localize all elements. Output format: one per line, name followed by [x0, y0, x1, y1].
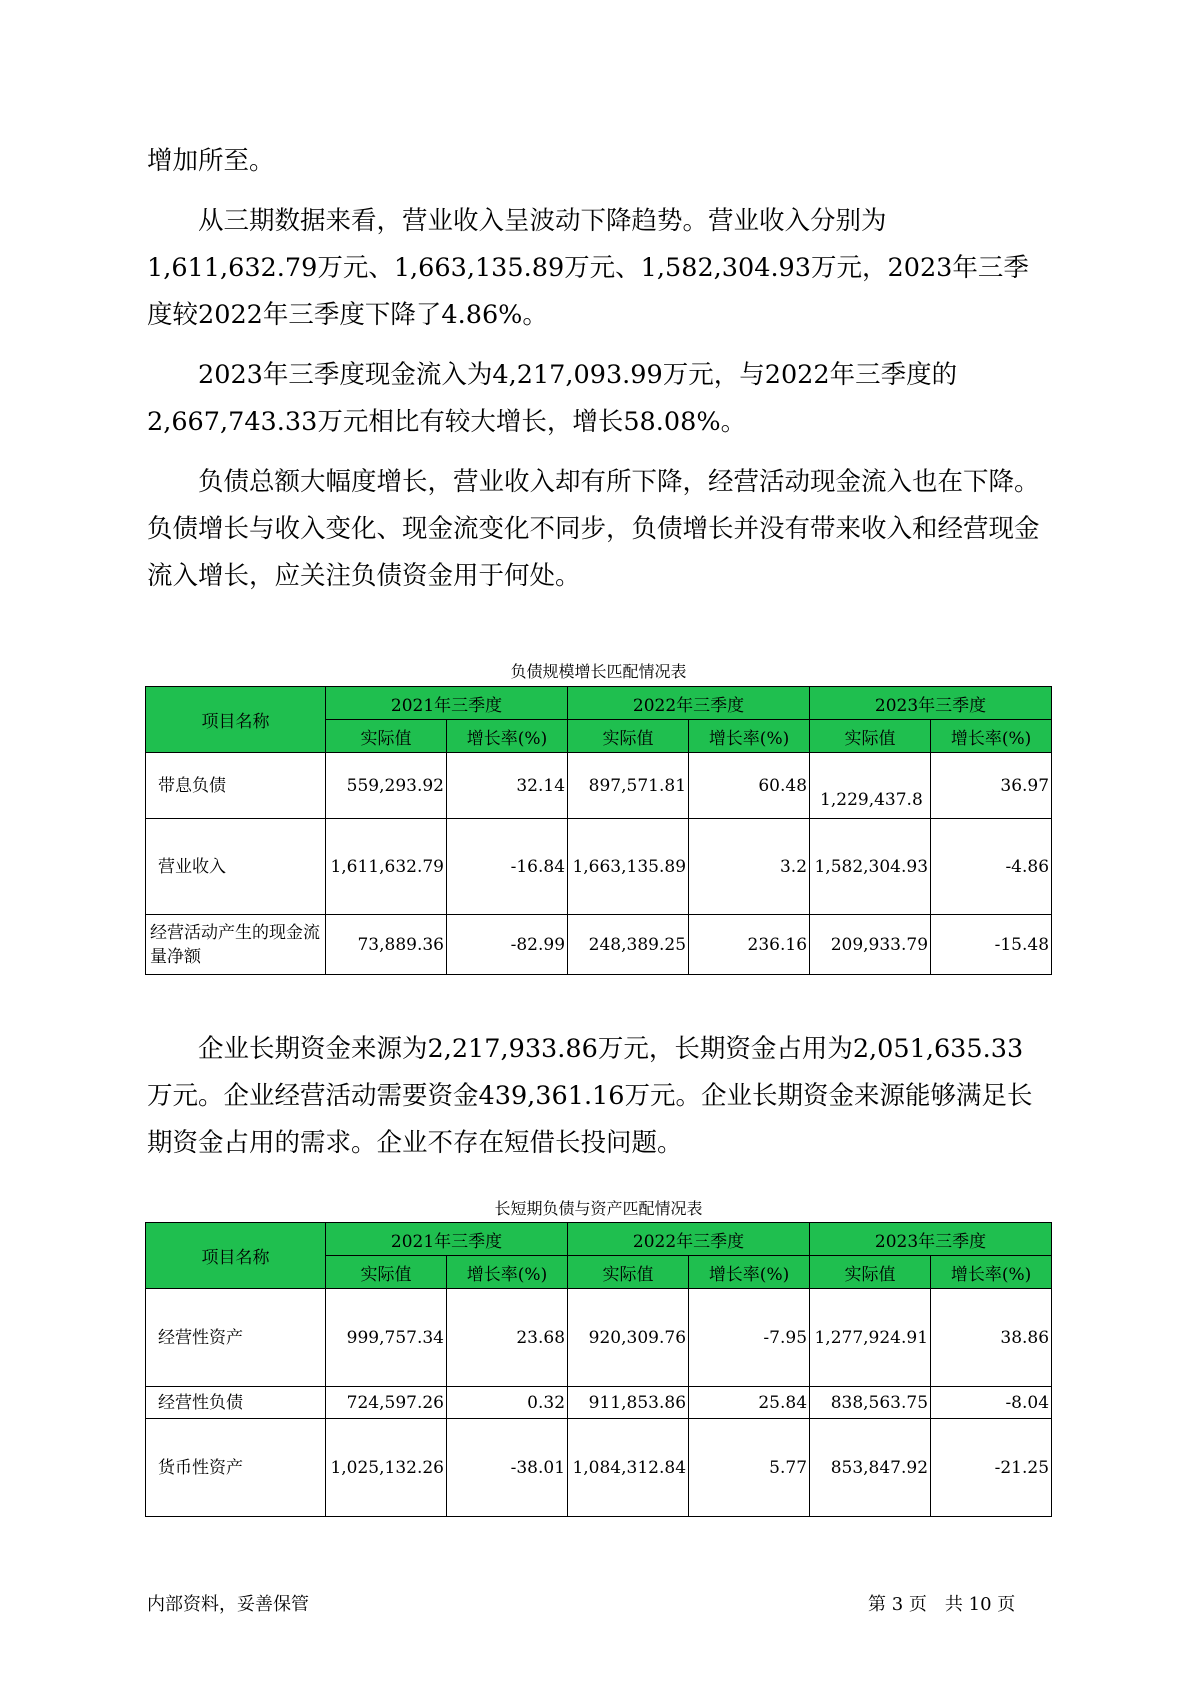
cell-value: 1,025,132.26 [326, 1419, 447, 1517]
row-name: 营业收入 [146, 819, 326, 915]
asset-liability-match-table [145, 1222, 1052, 1517]
cell-value: 25.84 [689, 1387, 810, 1419]
row-name: 带息负债 [146, 753, 326, 819]
cell-value: -8.04 [931, 1387, 1052, 1419]
header-growth: 增长率(%) [689, 720, 810, 753]
cell-value: 209,933.79 [810, 915, 931, 975]
header-actual: 实际值 [326, 1256, 447, 1289]
cell-value: 853,847.92 [810, 1419, 931, 1517]
header-period: 2021年三季度 [326, 1223, 568, 1256]
cell-value: 559,293.92 [326, 753, 447, 819]
paragraph-0: 增加所至。 [147, 146, 275, 176]
header-item-name: 项目名称 [146, 1223, 326, 1289]
row-name: 经营活动产生的现金流量净额 [146, 915, 326, 975]
cell-value: 1,229,437.8 [810, 753, 931, 819]
cell-value: -82.99 [447, 915, 568, 975]
cell-value: -15.48 [931, 915, 1052, 975]
header-item-name: 项目名称 [146, 687, 326, 753]
cell-value: 999,757.34 [326, 1289, 447, 1387]
table1-caption: 负债规模增长匹配情况表 [510, 662, 687, 681]
header-growth: 增长率(%) [689, 1256, 810, 1289]
debt-growth-table [145, 686, 1052, 975]
cell-value: 724,597.26 [326, 1387, 447, 1419]
paragraph-long-term-funds: 企业长期资金来源为2,217,933.86万元，长期资金占用为2,051,635.33万元。企业经营活动需要资金439,361.16万元。企业长期资金来源能够满足长期资金占用的需求。企业不存在短借长投问题。 [147, 1034, 1033, 1158]
cell-value: 0.32 [447, 1387, 568, 1419]
table-row [146, 915, 1052, 975]
footer-page-number: 第 3 页 共 10 页 [868, 1594, 1016, 1615]
header-actual: 实际值 [326, 720, 447, 753]
header-growth: 增长率(%) [447, 1256, 568, 1289]
header-period: 2023年三季度 [810, 1223, 1052, 1256]
cell-value: -16.84 [447, 819, 568, 915]
header-period: 2022年三季度 [568, 687, 810, 720]
cell-value: 236.16 [689, 915, 810, 975]
paragraph-cashflow: 2023年三季度现金流入为4,217,093.99万元，与2022年三季度的2,667,743.33万元相比有较大增长，增长58.08%。 [147, 360, 958, 437]
cell-value: 911,853.86 [568, 1387, 689, 1419]
cell-value: 1,277,924.91 [810, 1289, 931, 1387]
cell-value: 1,582,304.93 [810, 819, 931, 915]
cell-value: -4.86 [931, 819, 1052, 915]
cell-value: 920,309.76 [568, 1289, 689, 1387]
header-actual: 实际值 [568, 1256, 689, 1289]
paragraph-debt: 负债总额大幅度增长，营业收入却有所下降，经营活动现金流入也在下降。负债增长与收入变化、现金流变化不同步，负债增长并没有带来收入和经营现金流入增长，应关注负债资金用于何处。 [147, 467, 1040, 591]
cell-value: 838,563.75 [810, 1387, 931, 1419]
paragraph-revenue: 从三期数据来看，营业收入呈波动下降趋势。营业收入分别为1,611,632.79万元、1,663,135.89万元、1,582,304.93万元，2023年三季度较2022年三季度下降了4.86%。 [147, 206, 1029, 330]
header-period: 2023年三季度 [810, 687, 1052, 720]
table-row [146, 1387, 1052, 1419]
table-row [146, 1289, 1052, 1387]
header-growth: 增长率(%) [447, 720, 568, 753]
cell-value: 1,663,135.89 [568, 819, 689, 915]
header-growth: 增长率(%) [931, 720, 1052, 753]
cell-value: 1,084,312.84 [568, 1419, 689, 1517]
cell-value: 248,389.25 [568, 915, 689, 975]
table-row [146, 1419, 1052, 1517]
cell-value: 32.14 [447, 753, 568, 819]
cell-value: 897,571.81 [568, 753, 689, 819]
cell-value: 23.68 [447, 1289, 568, 1387]
cell-value: -21.25 [931, 1419, 1052, 1517]
row-name: 经营性资产 [146, 1289, 326, 1387]
header-actual: 实际值 [810, 1256, 931, 1289]
header-period: 2022年三季度 [568, 1223, 810, 1256]
footer-confidential: 内部资料，妥善保管 [147, 1594, 309, 1615]
header-actual: 实际值 [568, 720, 689, 753]
header-actual: 实际值 [810, 720, 931, 753]
row-name: 货币性资产 [146, 1419, 326, 1517]
table-row [146, 819, 1052, 915]
cell-value: 1,611,632.79 [326, 819, 447, 915]
cell-value: 73,889.36 [326, 915, 447, 975]
cell-value: -7.95 [689, 1289, 810, 1387]
cell-value: 3.2 [689, 819, 810, 915]
header-growth: 增长率(%) [931, 1256, 1052, 1289]
cell-value: -38.01 [447, 1419, 568, 1517]
cell-value: 36.97 [931, 753, 1052, 819]
row-name: 经营性负债 [146, 1387, 326, 1419]
cell-value: 60.48 [689, 753, 810, 819]
cell-value: 38.86 [931, 1289, 1052, 1387]
table-row [146, 753, 1052, 819]
table2-caption: 长短期负债与资产匹配情况表 [494, 1199, 703, 1218]
header-period: 2021年三季度 [326, 687, 568, 720]
cell-value: 5.77 [689, 1419, 810, 1517]
